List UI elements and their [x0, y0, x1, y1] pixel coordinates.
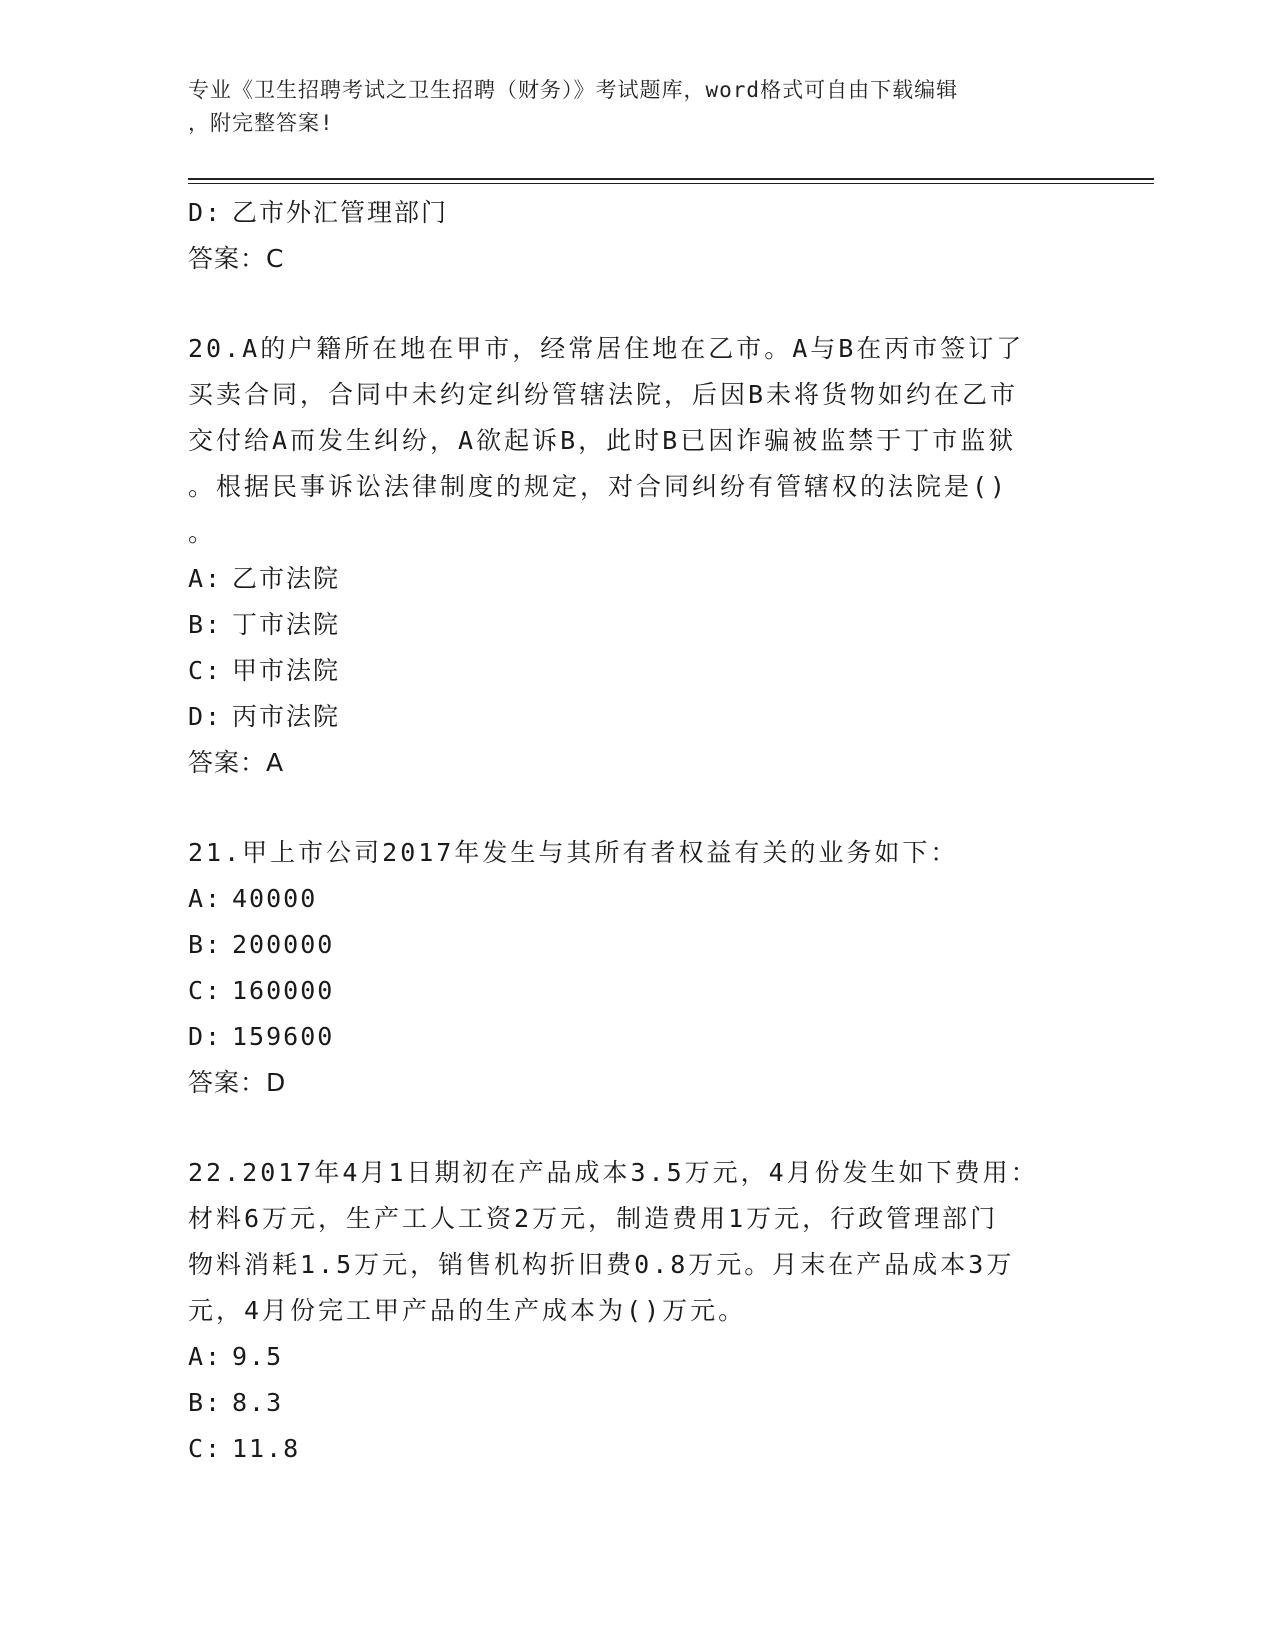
option-key: A:	[188, 564, 223, 593]
header-divider-bottom	[188, 183, 1154, 184]
option-c	[188, 1426, 1088, 1472]
header-divider-top	[188, 178, 1154, 180]
option-key: A:	[188, 1342, 223, 1371]
option-d	[188, 694, 1088, 740]
option-a	[188, 1334, 1088, 1380]
option-key: C:	[188, 656, 223, 685]
question-text-line: 。	[188, 518, 217, 547]
header-line-2: ，附完整答案!	[188, 111, 334, 135]
option-text: 9.5	[232, 1342, 284, 1371]
answer-line: 答案：D	[188, 1068, 287, 1097]
question-text-line: 。根据民事诉讼法律制度的规定，对合同纠纷有管辖权的法院是()	[188, 472, 1009, 501]
question-text-line: 22.2017年4月1日期初在产品成本3.5万元，4月份发生如下费用：	[188, 1158, 1039, 1187]
option-d	[188, 190, 1088, 236]
option-key: B:	[188, 1388, 223, 1417]
question-20	[188, 326, 1088, 786]
option-key: D:	[188, 198, 223, 227]
option-text: 160000	[232, 976, 335, 1005]
option-text: 丁市法院	[232, 610, 341, 639]
option-d	[188, 1014, 1088, 1060]
answer-line: 答案：A	[188, 748, 285, 777]
option-key: D:	[188, 702, 223, 731]
option-text: 甲市法院	[232, 656, 341, 685]
option-b	[188, 1380, 1088, 1426]
option-key: D:	[188, 1022, 223, 1051]
question-content	[188, 190, 1088, 1472]
option-key: C:	[188, 976, 223, 1005]
question-text-line: 材料6万元，生产工人工资2万元，制造费用1万元，行政管理部门	[188, 1204, 999, 1233]
question-21	[188, 830, 1088, 1106]
question-text-line: 20.A的户籍所在地在甲市，经常居住地在乙市。A与B在丙市签订了	[188, 334, 1025, 363]
question-text-line: 物料消耗1.5万元，销售机构折旧费0.8万元。月末在产品成本3万	[188, 1250, 1015, 1279]
question-19	[188, 190, 1088, 282]
option-text: 乙市法院	[232, 564, 341, 593]
option-b	[188, 922, 1088, 968]
option-key: B:	[188, 930, 223, 959]
document-header	[188, 74, 1068, 140]
option-key: B:	[188, 610, 223, 639]
answer-line: 答案：C	[188, 244, 285, 273]
option-text: 丙市法院	[232, 702, 341, 731]
option-key: C:	[188, 1434, 223, 1463]
question-text-line: 买卖合同，合同中未约定纠纷管辖法院，后因B未将货物如约在乙市	[188, 380, 1019, 409]
option-a	[188, 556, 1088, 602]
spacer	[188, 786, 1088, 830]
option-key: A:	[188, 884, 223, 913]
question-text-line: 元，4月份完工甲产品的生产成本为()万元。	[188, 1296, 747, 1325]
spacer	[188, 282, 1088, 326]
option-a	[188, 876, 1088, 922]
spacer	[188, 1106, 1088, 1150]
option-text: 40000	[232, 884, 318, 913]
option-c	[188, 648, 1088, 694]
header-line-1: 专业《卫生招聘考试之卫生招聘（财务）》考试题库，word格式可自由下载编辑	[188, 78, 959, 102]
option-text: 11.8	[232, 1434, 301, 1463]
option-text: 8.3	[232, 1388, 284, 1417]
option-text: 159600	[232, 1022, 335, 1051]
question-text-line: 21.甲上市公司2017年发生与其所有者权益有关的业务如下：	[188, 838, 959, 867]
question-text-line: 交付给A而发生纠纷，A欲起诉B，此时B已因诈骗被监禁于丁市监狱	[188, 426, 1017, 455]
option-text: 乙市外汇管理部门	[232, 198, 449, 227]
option-text: 200000	[232, 930, 335, 959]
question-22	[188, 1150, 1088, 1472]
option-c	[188, 968, 1088, 1014]
option-b	[188, 602, 1088, 648]
